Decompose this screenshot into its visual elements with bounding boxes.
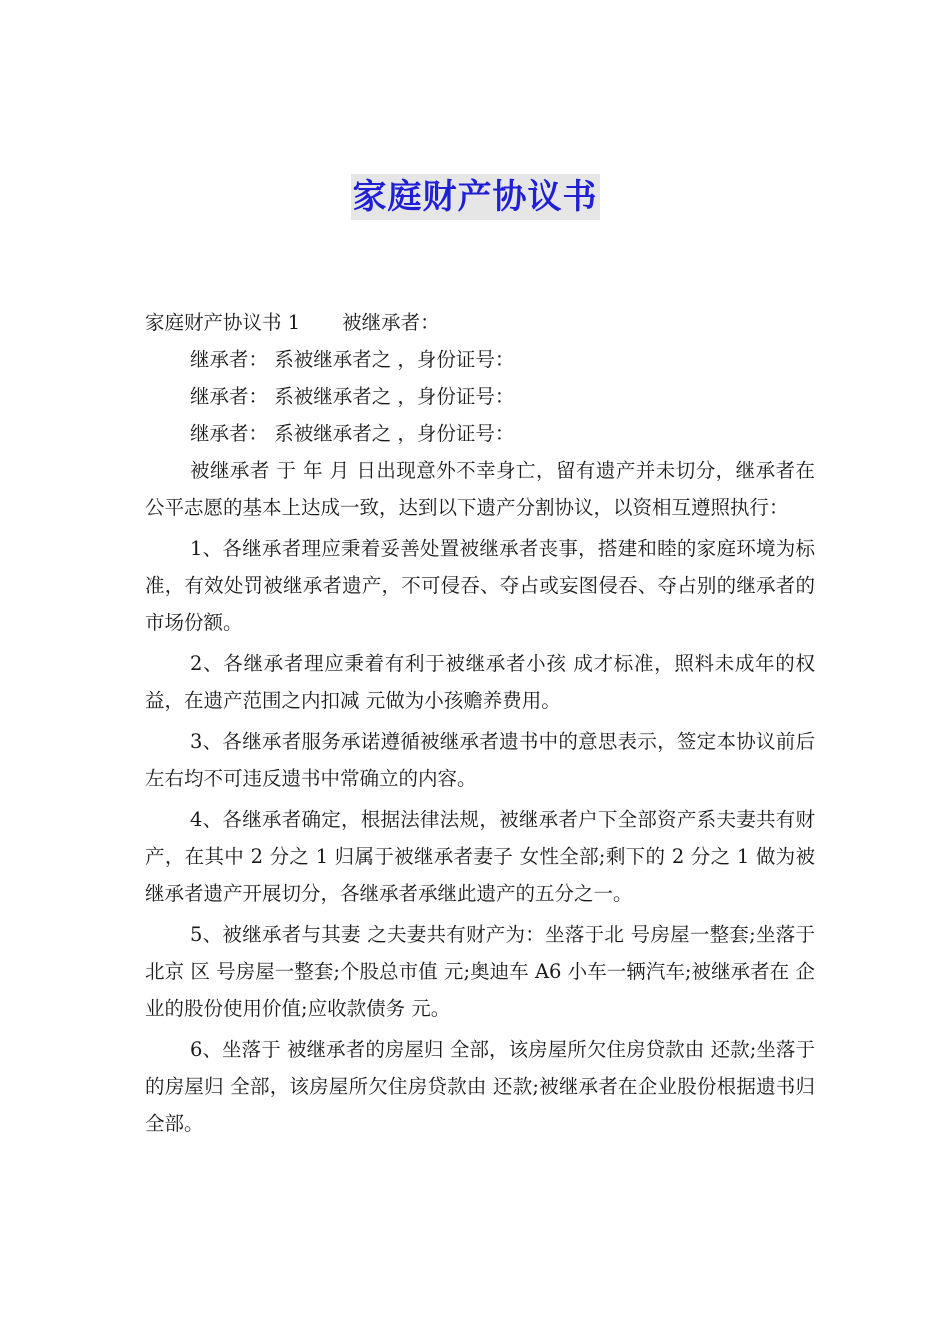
heading-line-left: 家庭财产协议书 1	[145, 311, 301, 334]
heir-line-2: 继承者： 系被继承者之 ，身份证号：	[190, 385, 515, 408]
clause-4: 4、各继承者确定，根据法律法规，被继承者户下全部资产系夫妻共有财产，在其中 2 分之 1 归属于被继承者妻子 女性全部;剩下的 2 分之 1 做为被继承者遗产开展切分，各继承者承继此遗产的五分之一。	[145, 808, 815, 905]
document-title: 家庭财产协议书	[351, 174, 600, 220]
heir-line-3: 继承者： 系被继承者之 ，身份证号：	[190, 422, 515, 445]
clause-5: 5、被继承者与其妻 之夫妻共有财产为：坐落于北 号房屋一整套;坐落于北京 区 号房屋一整套;个股总市值 元;奥迪车 A6 小车一辆汽车;被继承者在 企业的股份使用价值;应收款债务 元。	[145, 923, 815, 1020]
title-container	[0, 174, 950, 220]
clause-1: 1、各继承者理应秉着妥善处置被继承者丧事，搭建和睦的家庭环境为标准，有效处罚被继承者遗产，不可侵吞、夺占或妄图侵吞、夺占别的继承者的市场份额。	[145, 537, 815, 634]
clause-6: 6、坐落于 被继承者的房屋归 全部，该房屋所欠住房贷款由 还款;坐落于 的房屋归 全部，该房屋所欠住房贷款由 还款;被继承者在企业股份根据遗书归 全部。	[145, 1038, 815, 1135]
heading-line	[145, 304, 815, 341]
clause-3: 3、各继承者服务承诺遵循被继承者遗书中的意思表示，签定本协议前后左右均不可违反遗书中常确立的内容。	[145, 730, 815, 790]
heading-line-right: 被继承者：	[342, 311, 440, 334]
heir-line-1: 继承者： 系被继承者之 ，身份证号：	[190, 348, 515, 371]
clause-2: 2、各继承者理应秉着有利于被继承者小孩 成才标准，照料未成年的权益，在遗产范围之内扣减 元做为小孩赡养费用。	[145, 652, 815, 712]
document-body	[145, 304, 815, 1142]
intro-paragraph: 被继承者 于 年 月 日出现意外不幸身亡，留有遗产并未切分，继承者在公平志愿的基本上达成一致，达到以下遗产分割协议，以资相互遵照执行：	[145, 459, 815, 519]
